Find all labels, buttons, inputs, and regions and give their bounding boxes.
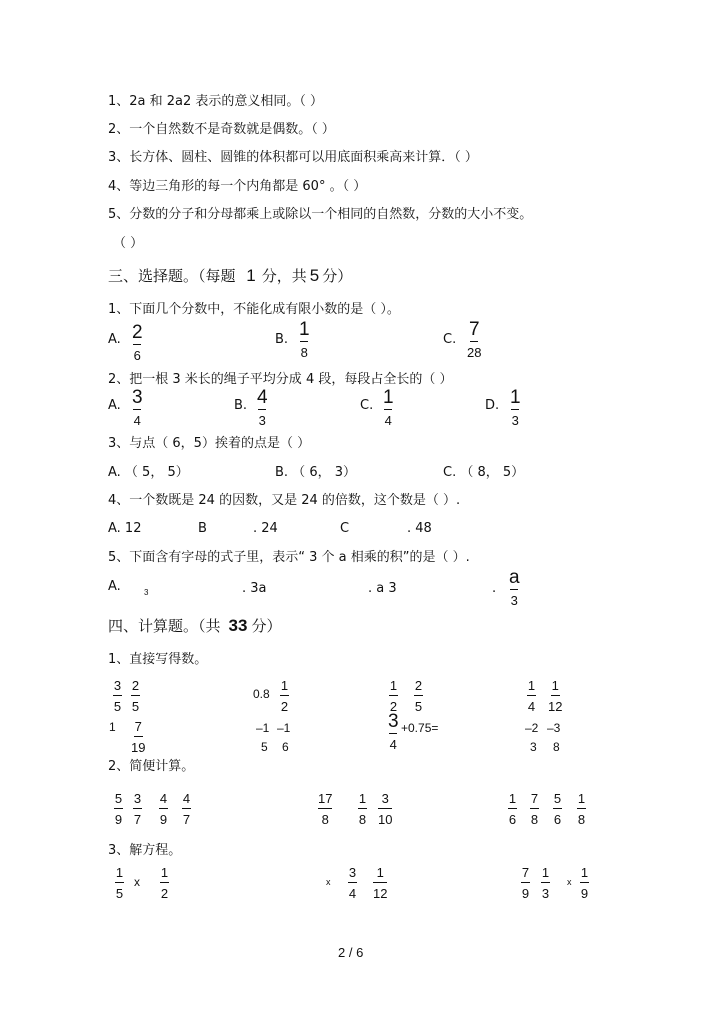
fraction-numerator: 1: [376, 865, 384, 880]
q5-option-d-label: .: [492, 581, 497, 596]
fraction-numerator: 1: [541, 865, 550, 880]
fraction-denominator: 5: [115, 886, 124, 901]
fraction-denominator: 10: [378, 812, 393, 827]
calc-2-g3-frac2: [530, 792, 539, 827]
calc-3-e2-frac2: [373, 866, 387, 901]
choice-question-1: 1、下面几个分数中，不能化成有限小数的是（ ）。: [108, 302, 400, 317]
fraction-denominator: 4: [348, 886, 357, 901]
calc-1-r2-b-numerator1: –1: [256, 721, 270, 735]
calc-1-r1-c-frac2: [414, 679, 423, 714]
fraction-denominator: 5: [131, 699, 140, 714]
fraction-numerator: 7: [134, 719, 142, 734]
fraction-denominator: 8: [358, 812, 367, 827]
fraction-bar: [508, 808, 517, 809]
fraction-numerator: 7: [530, 791, 539, 806]
fraction-numerator: 1: [580, 865, 589, 880]
fraction-bar: [389, 695, 398, 696]
fraction-bar: [113, 695, 122, 696]
calc-2-g1-frac2: [133, 792, 142, 827]
fraction-denominator: 2: [160, 886, 169, 901]
q2-option-b-fraction: [257, 388, 268, 428]
judgement-item-5-answer: （ ）: [113, 236, 144, 251]
fraction-bar: [131, 695, 140, 696]
q2-option-a-label: A.: [108, 398, 121, 413]
fraction-bar: [389, 733, 397, 734]
calc-1-r2-a-number: 1: [109, 720, 116, 734]
calc-2-g3-frac4: [577, 792, 586, 827]
fraction-numerator: 5: [553, 791, 562, 806]
fraction-denominator: 3: [511, 413, 519, 428]
fraction-bar: [470, 341, 478, 342]
calc-1-r1-a-frac1: [113, 679, 122, 714]
calc-1-title: 1、直接写得数。: [108, 652, 208, 667]
fraction-numerator: 1: [358, 791, 367, 806]
calc-2-g1-frac4: [182, 792, 191, 827]
calc-1-r2-a-frac: [131, 720, 145, 755]
calc-1-r2-b-denominator1: 5: [261, 740, 268, 754]
q2-option-c-fraction: [383, 388, 394, 428]
fraction-bar: [160, 882, 169, 883]
fraction-numerator: 17: [318, 791, 333, 806]
calc-2-g3-frac1: [508, 792, 517, 827]
q1-option-c-label: C.: [443, 332, 457, 347]
q2-option-c-label: C.: [360, 398, 374, 413]
fraction-denominator: 3: [541, 886, 550, 901]
section-3-heading: [108, 266, 352, 286]
fraction-denominator: 9: [521, 886, 530, 901]
q5-option-b: . 3a: [242, 581, 267, 596]
q1-option-a-label: A.: [108, 332, 121, 347]
fraction-denominator: 8: [530, 812, 539, 827]
fraction-numerator: 7: [521, 865, 530, 880]
calc-1-r2-d-denominator1: 3: [530, 740, 537, 754]
fraction-bar: [348, 882, 357, 883]
fraction-numerator: 1: [577, 791, 586, 806]
fraction-numerator: 5: [114, 791, 123, 806]
calc-1-r1-d-frac2: [548, 679, 562, 714]
fraction-numerator: 1: [115, 865, 124, 880]
fraction-denominator: 12: [548, 699, 563, 714]
q1-option-c-fraction: [467, 320, 481, 360]
fraction-denominator: 6: [133, 348, 141, 363]
q4-option-c-value: . 48: [407, 521, 432, 536]
section-4-heading-suffix: 分）: [251, 617, 282, 635]
calc-1-r2-c-expression: +0.75=: [401, 721, 439, 735]
calc-1-r2-d-numerator2: –3: [547, 721, 561, 735]
fraction-bar: [521, 882, 530, 883]
fraction-bar: [134, 736, 143, 737]
q3-option-b: B. （ 6， 3）: [275, 465, 356, 480]
q5-option-c: . a 3: [368, 581, 397, 596]
calc-3-e2-variable: x: [326, 877, 331, 887]
fraction-denominator: 9: [580, 886, 589, 901]
section-4-points-total: 33: [228, 616, 248, 635]
fraction-denominator: 2: [389, 699, 398, 714]
fraction-bar: [527, 695, 536, 696]
fraction-numerator: 3: [348, 865, 357, 880]
section-3-points-total: 5: [309, 266, 320, 285]
calc-1-r1-b-number: 0.8: [253, 687, 270, 701]
calc-3-e1-frac2: [160, 866, 169, 901]
fraction-numerator: 4: [159, 791, 168, 806]
fraction-denominator: 6: [508, 812, 517, 827]
calc-3-e2-frac1: [348, 866, 357, 901]
fraction-bar: [577, 808, 586, 809]
section-4-heading: [108, 616, 281, 636]
fraction-denominator: 8: [577, 812, 586, 827]
q3-option-c: C. （ 8， 5）: [443, 465, 525, 480]
fraction-numerator: 3: [132, 387, 143, 408]
fraction-bar: [378, 808, 392, 809]
fraction-denominator: 4: [389, 737, 397, 752]
judgement-item-3: 3、长方体、圆柱、圆锥的体积都可以用底面积乘高来计算．（ ）: [108, 150, 478, 165]
q2-option-b-label: B.: [234, 398, 248, 413]
fraction-numerator: 1: [551, 678, 559, 693]
fraction-denominator: 4: [384, 413, 392, 428]
fraction-bar: [541, 882, 550, 883]
fraction-denominator: 2: [280, 699, 289, 714]
fraction-denominator: 9: [114, 812, 123, 827]
fraction-numerator: 1: [508, 791, 517, 806]
fraction-numerator: 2: [131, 678, 140, 693]
fraction-numerator: 1: [280, 678, 289, 693]
calc-3-title: 3、解方程。: [108, 843, 182, 858]
fraction-bar: [258, 409, 266, 410]
fraction-denominator: 5: [414, 699, 423, 714]
judgement-item-2: 2、一个自然数不是奇数就是偶数。（ ）: [108, 122, 335, 137]
fraction-bar: [511, 409, 519, 410]
calc-2-g1-frac1: [114, 792, 123, 827]
fraction-bar: [580, 882, 589, 883]
calc-3-e1-frac1: [115, 866, 124, 901]
q4-option-b-value: . 24: [253, 521, 278, 536]
calc-2-g2-frac1: [318, 792, 332, 827]
calc-2-title: 2、简便计算。: [108, 759, 195, 774]
section-3-heading-prefix: 三、选择题。（每题: [108, 267, 236, 285]
fraction-numerator: 3: [381, 791, 389, 806]
calc-1-r1-a-frac2: [131, 679, 140, 714]
fraction-numerator: 1: [527, 678, 536, 693]
fraction-bar: [358, 808, 367, 809]
fraction-numerator: 4: [257, 387, 268, 408]
calc-3-e1-variable: x: [134, 875, 140, 889]
fraction-denominator: 4: [527, 699, 536, 714]
section-3-heading-suffix: 分）: [322, 267, 353, 285]
q1-option-b-fraction: [299, 320, 310, 360]
fraction-denominator: 5: [113, 699, 122, 714]
calc-1-r1-b-frac: [280, 679, 289, 714]
calc-3-e3-frac3: [580, 866, 589, 901]
fraction-numerator: 1: [383, 387, 394, 408]
fraction-numerator: 2: [132, 322, 143, 343]
calc-1-r1-c-frac1: [389, 679, 398, 714]
q5-option-a-label: A.: [108, 579, 121, 594]
section-4-heading-prefix: 四、计算题。（共: [108, 617, 221, 635]
calc-1-r2-d-denominator2: 8: [553, 740, 560, 754]
choice-question-3: 3、与点（ 6，5）挨着的点是（ ）: [108, 436, 311, 451]
calc-3-e3-frac1: [521, 866, 530, 901]
choice-question-5: 5、下面含有字母的式子里，表示“ 3 个 a 相乘的积”的是（ ）.: [108, 550, 470, 565]
q4-option-c-letter: C: [340, 521, 350, 536]
q1-option-b-label: B.: [275, 332, 289, 347]
fraction-bar: [553, 808, 562, 809]
q4-option-b-letter: B: [198, 521, 207, 536]
fraction-denominator: 8: [321, 812, 329, 827]
fraction-bar: [510, 589, 518, 590]
calc-2-g2-frac3: [378, 792, 392, 827]
q3-option-a: A. （ 5， 5）: [108, 465, 189, 480]
fraction-numerator: 3: [113, 678, 122, 693]
choice-question-4: 4、一个数既是 24 的因数，又是 24 的倍数，这个数是（ ）.: [108, 493, 461, 508]
fraction-denominator: 7: [182, 812, 191, 827]
calc-1-r2-d-numerator1: –2: [525, 721, 539, 735]
fraction-denominator: 8: [300, 345, 308, 360]
section-3-points-each: 1: [246, 266, 256, 285]
fraction-bar: [133, 344, 141, 345]
fraction-bar: [318, 808, 332, 809]
fraction-denominator: 28: [467, 345, 482, 360]
page-number: 2 / 6: [338, 945, 364, 960]
fraction-bar: [530, 808, 539, 809]
fraction-bar: [280, 695, 289, 696]
q4-option-a: A. 12: [108, 521, 142, 536]
fraction-denominator: 4: [133, 413, 141, 428]
q2-option-d-fraction: [510, 388, 521, 428]
fraction-denominator: 12: [373, 886, 388, 901]
choice-question-2: 2、把一根 3 米长的绳子平均分成 4 段，每段占全长的（ ）: [108, 372, 453, 387]
fraction-numerator: 1: [299, 319, 310, 340]
judgement-item-4: 4、等边三角形的每一个内角都是 60° 。（ ）: [108, 179, 367, 194]
calc-2-g2-frac2: [358, 792, 367, 827]
q2-option-a-fraction: [132, 388, 143, 428]
q5-option-d-fraction: [509, 568, 520, 608]
fraction-bar: [551, 695, 560, 696]
fraction-bar: [133, 409, 141, 410]
fraction-numerator: 3: [388, 711, 399, 732]
fraction-numerator: 1: [389, 678, 398, 693]
q1-option-a-fraction: [132, 323, 143, 363]
calc-1-r2-b-denominator2: 6: [282, 740, 289, 754]
fraction-denominator: 3: [258, 413, 266, 428]
fraction-numerator: 3: [133, 791, 142, 806]
judgement-item-5: 5、分数的分子和分母都乘上或除以一个相同的自然数，分数的大小不变。: [108, 207, 533, 222]
calc-1-r2-c-frac: [388, 712, 399, 752]
fraction-denominator: 6: [553, 812, 562, 827]
fraction-numerator: a: [509, 567, 520, 588]
fraction-bar: [114, 808, 123, 809]
fraction-denominator: 3: [510, 593, 518, 608]
calc-1-r2-b-numerator2: –1: [277, 721, 291, 735]
calc-3-e3-variable: x: [567, 877, 572, 887]
q2-option-d-label: D.: [485, 398, 500, 413]
fraction-bar: [159, 808, 168, 809]
fraction-bar: [115, 882, 124, 883]
fraction-numerator: 2: [414, 678, 423, 693]
fraction-numerator: 4: [182, 791, 191, 806]
fraction-bar: [373, 882, 387, 883]
fraction-denominator: 9: [159, 812, 168, 827]
fraction-numerator: 1: [510, 387, 521, 408]
fraction-bar: [300, 341, 308, 342]
calc-2-g1-frac3: [159, 792, 168, 827]
fraction-bar: [384, 409, 392, 410]
fraction-numerator: 1: [160, 865, 169, 880]
fraction-bar: [133, 808, 142, 809]
fraction-denominator: 7: [133, 812, 142, 827]
fraction-denominator: 19: [131, 740, 146, 755]
calc-3-e3-frac2: [541, 866, 550, 901]
calc-1-r1-d-frac1: [527, 679, 536, 714]
fraction-bar: [414, 695, 423, 696]
section-3-heading-mid: 分，共: [261, 267, 307, 285]
calc-2-g3-frac3: [553, 792, 562, 827]
fraction-bar: [182, 808, 191, 809]
judgement-item-1: 1、2a 和 2a2 表示的意义相同。（ ）: [108, 94, 324, 109]
fraction-numerator: 7: [468, 319, 480, 340]
q5-option-a-exponent: 3: [144, 588, 149, 597]
